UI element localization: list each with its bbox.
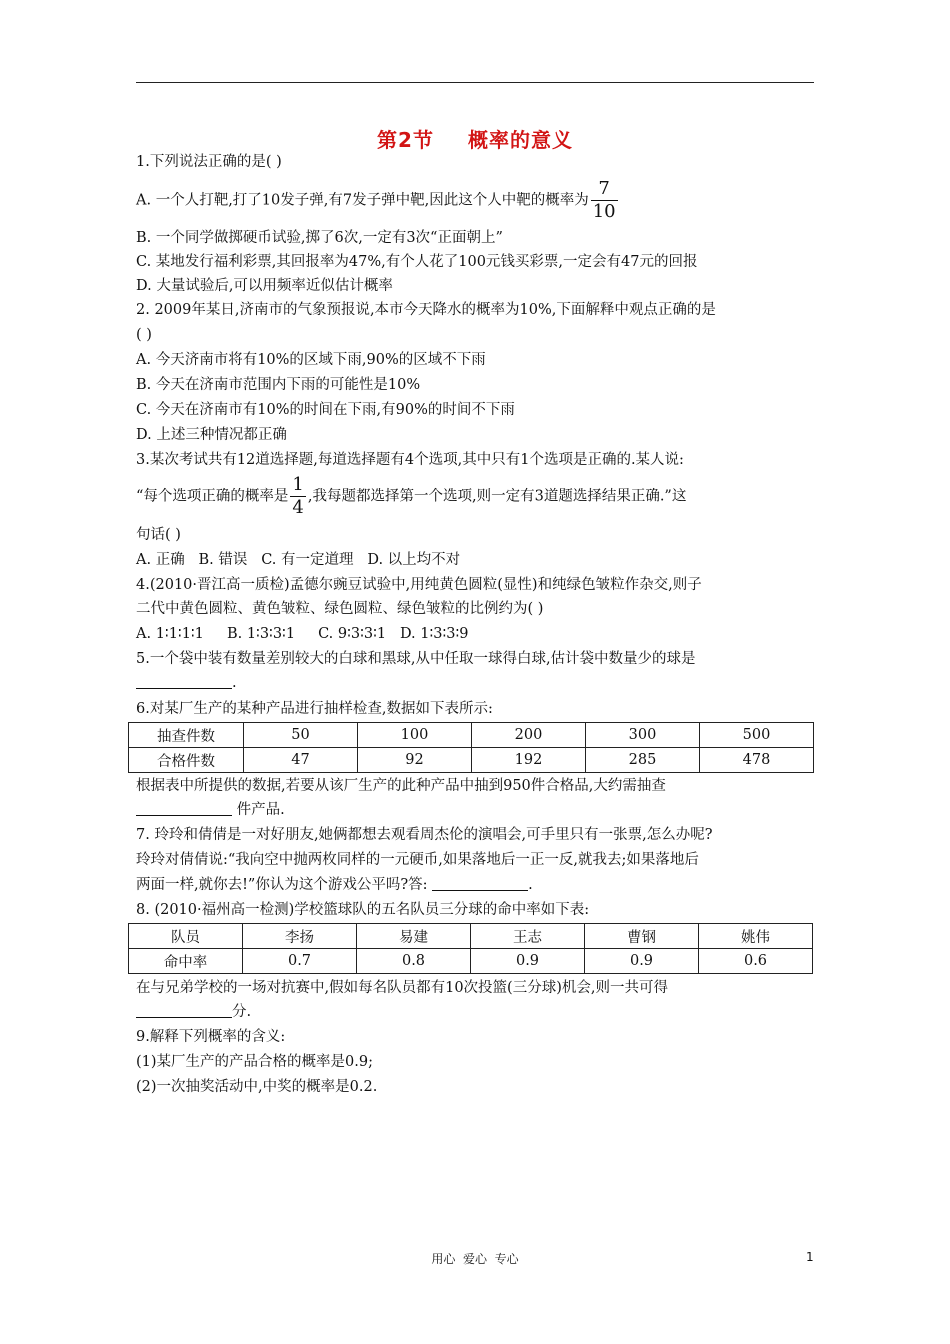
table-cell: 47 xyxy=(244,748,358,773)
q2-option-c: C. 今天在济南市有10%的时间在下雨,有90%的时间不下雨 xyxy=(136,402,515,418)
table-cell: 92 xyxy=(358,748,472,773)
table-cell: 队员 xyxy=(129,924,243,949)
table-cell: 0.6 xyxy=(699,949,813,974)
answer-blank[interactable] xyxy=(432,880,528,891)
q3-options: A. 正确 B. 错误 C. 有一定道理 D. 以上均不对 xyxy=(136,552,461,568)
q8-stem: 8. (2010·福州高一检测)学校篮球队的五名队员三分球的命中率如下表: xyxy=(136,902,590,918)
table-cell: 192 xyxy=(472,748,586,773)
table-cell: 0.7 xyxy=(243,949,357,974)
q1-option-a-text: A. 一个人打靶,打了10发子弹,有7发子弹中靶,因此这个人中靶的概率为 xyxy=(136,192,589,209)
q4-options: A. 1∶1∶1∶1 B. 1∶3∶3∶1 C. 9∶3∶3∶1 D. 1∶3∶3∶9 xyxy=(136,626,469,642)
q1-option-d: D. 大量试验后,可以用频率近似估计概率 xyxy=(136,278,393,294)
q7-line-1: 7. 玲玲和倩倩是一对好朋友,她俩都想去观看周杰伦的演唱会,可手里只有一张票,怎么办呢? xyxy=(136,827,713,843)
table-cell: 0.9 xyxy=(585,949,699,974)
q3-stem-end: 句话( ) xyxy=(136,527,181,543)
q7-line-3 xyxy=(136,875,533,895)
title-prefix: 第2节 xyxy=(377,128,434,152)
page-footer: 用心 爱心 专心 xyxy=(431,1252,519,1266)
table-cell: 命中率 xyxy=(129,949,243,974)
q4-stem: 4.(2010·晋江高一质检)孟德尔豌豆试验中,用纯黄色圆粒(显性)和纯绿色皱粒作杂交,则子 xyxy=(136,577,702,593)
table-cell: 50 xyxy=(244,723,358,748)
q1-option-c: C. 某地发行福利彩票,其回报率为47%,有个人花了100元钱买彩票,一定会有47元的回报 xyxy=(136,254,698,270)
answer-blank[interactable] xyxy=(136,678,232,689)
q5-answer-line xyxy=(136,673,237,693)
q7-end: . xyxy=(528,877,533,893)
q6-table xyxy=(128,722,814,773)
q2-stem-paren: ( ) xyxy=(136,327,152,343)
q2-stem: 2. 2009年某日,济南市的气象预报说,本市今天降水的概率为10%,下面解释中观点正确的是 xyxy=(136,302,716,318)
table-cell: 王志 xyxy=(471,924,585,949)
fraction-numerator: 1 xyxy=(292,474,304,495)
q8-after-end: 分. xyxy=(232,1004,252,1020)
q3-quote xyxy=(136,474,686,519)
q9-part-2: (2)一次抽奖活动中,中奖的概率是0.2. xyxy=(136,1079,378,1095)
fraction-7-10 xyxy=(591,178,618,223)
table-row xyxy=(129,949,813,974)
q9-stem: 9.解释下列概率的含义: xyxy=(136,1029,286,1045)
fraction-denominator: 10 xyxy=(592,201,616,222)
q6-after: 根据表中所提供的数据,若要从该厂生产的此种产品中抽到950件合格品,大约需抽查 xyxy=(136,778,666,794)
q1-stem: 1.下列说法正确的是( ) xyxy=(136,154,282,170)
header-rule xyxy=(136,82,814,83)
q6-stem: 6.对某厂生产的某种产品进行抽样检查,数据如下表所示: xyxy=(136,701,493,717)
table-row xyxy=(129,723,814,748)
q9-part-1: (1)某厂生产的产品合格的概率是0.9; xyxy=(136,1054,373,1070)
table-cell: 0.9 xyxy=(471,949,585,974)
table-cell: 合格件数 xyxy=(129,748,244,773)
table-cell: 285 xyxy=(586,748,700,773)
answer-blank[interactable] xyxy=(136,805,232,816)
table-cell: 300 xyxy=(586,723,700,748)
q1-option-a xyxy=(136,178,620,223)
table-cell: 500 xyxy=(700,723,814,748)
q2-option-a: A. 今天济南市将有10%的区域下雨,90%的区域不下雨 xyxy=(136,352,486,368)
page-title xyxy=(0,124,950,153)
fraction-1-4 xyxy=(290,474,305,519)
q2-option-b: B. 今天在济南市范围内下雨的可能性是10% xyxy=(136,377,421,393)
q2-option-d: D. 上述三种情况都正确 xyxy=(136,427,287,443)
table-cell: 抽查件数 xyxy=(129,723,244,748)
q3-quote-pre: “每个选项正确的概率是 xyxy=(136,488,289,505)
q6-after-end: 件产品. xyxy=(236,802,285,818)
answer-blank[interactable] xyxy=(136,1007,232,1018)
table-cell: 0.8 xyxy=(357,949,471,974)
table-row xyxy=(129,924,813,949)
page-number: 1 xyxy=(806,1250,814,1264)
q5-end: . xyxy=(232,675,237,691)
q7-line-3-text: 两面一样,就你去!”你认为这个游戏公平吗?答: xyxy=(136,877,428,893)
q3-quote-post: ,我每题都选择第一个选项,则一定有3道题选择结果正确.”这 xyxy=(307,488,687,505)
q8-after: 在与兄弟学校的一场对抗赛中,假如每名队员都有10次投篮(三分球)机会,则一共可得 xyxy=(136,980,668,996)
table-cell: 姚伟 xyxy=(699,924,813,949)
table-cell: 李扬 xyxy=(243,924,357,949)
q8-table xyxy=(128,923,813,974)
q4-stem-2: 二代中黄色圆粒、黄色皱粒、绿色圆粒、绿色皱粒的比例约为( ) xyxy=(136,601,544,617)
q6-answer-line xyxy=(136,800,285,820)
q1-option-b: B. 一个同学做掷硬币试验,掷了6次,一定有3次“正面朝上” xyxy=(136,230,503,246)
fraction-numerator: 7 xyxy=(591,178,618,201)
q8-answer-line xyxy=(136,1002,251,1022)
table-cell: 200 xyxy=(472,723,586,748)
table-row xyxy=(129,748,814,773)
table-cell: 100 xyxy=(358,723,472,748)
table-cell: 曹钢 xyxy=(585,924,699,949)
q7-line-2: 玲玲对倩倩说:“我向空中抛两枚同样的一元硬币,如果落地后一正一反,就我去;如果落地后 xyxy=(136,852,699,868)
fraction-denominator: 4 xyxy=(292,497,304,518)
title-main: 概率的意义 xyxy=(467,128,573,152)
table-cell: 478 xyxy=(700,748,814,773)
table-cell: 易建 xyxy=(357,924,471,949)
q5-stem: 5.一个袋中装有数量差别较大的白球和黑球,从中任取一球得白球,估计袋中数量少的球是 xyxy=(136,651,696,667)
q3-stem: 3.某次考试共有12道选择题,每道选择题有4个选项,其中只有1个选项是正确的.某人说: xyxy=(136,452,684,468)
